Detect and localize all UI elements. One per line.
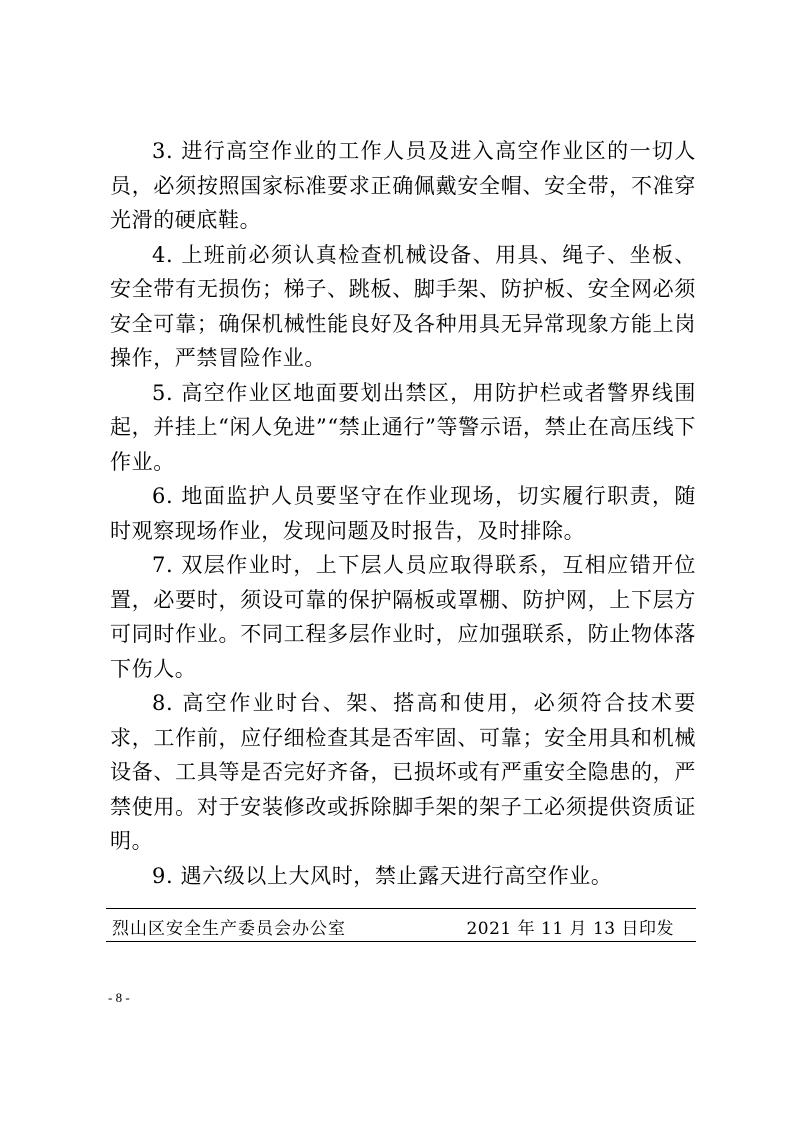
paragraph-item-5: 5. 高空作业区地面要划出禁区，用防护栏或者警界线围起，并挂上“闲人免进”“禁止通行”等警示语，禁止在高压线下作业。 bbox=[110, 380, 696, 474]
paragraph-item-3: 3. 进行高空作业的工作人员及进入高空作业区的一切人员，必须按照国家标准要求正确佩戴安全帽、安全带，不准穿光滑的硬底鞋。 bbox=[110, 139, 696, 232]
paragraph-item-8: 8. 高空作业时台、架、搭高和使用，必须符合技术要求，工作前，应仔细检查其是否牢固、可靠；安全用具和机械设备、工具等是否完好齐备，已损坏或有严重安全隐患的，严禁使用。对于安装修改或拆除脚手架的架子工必须提供资质证明。 bbox=[110, 691, 696, 853]
page-number: - 8 - bbox=[108, 990, 130, 1005]
paragraph-item-4: 4. 上班前必须认真检查机械设备、用具、绳子、坐板、安全带有无损伤；梯子、跳板、脚手架、防护板、安全网必须安全可靠；确保机械性能良好及各种用具无异常现象方能上岗操作，严禁冒险作业。 bbox=[110, 242, 696, 370]
paragraph-item-6: 6. 地面监护人员要坚守在作业现场，切实履行职责，随时观察现场作业，发现问题及时报告，及时排除。 bbox=[110, 484, 696, 543]
document-body bbox=[110, 134, 696, 893]
issue-date: 2021 年 11 月 13 日印发 bbox=[466, 919, 674, 939]
paragraph-item-9: 9. 遇六级以上大风时，禁止露天进行高空作业。 bbox=[152, 863, 613, 888]
paragraph-item-7: 7. 双层作业时，上下层人员应取得联系，互相应错开位置，必要时，须设可靠的保护隔板或罩棚、防护网，上下层方可同时作业。不同工程多层作业时，应加强联系，防止物体落下伤人。 bbox=[110, 553, 696, 681]
issuing-office: 烈山区安全生产委员会办公室 bbox=[112, 919, 346, 939]
issuance-footer bbox=[106, 908, 696, 942]
